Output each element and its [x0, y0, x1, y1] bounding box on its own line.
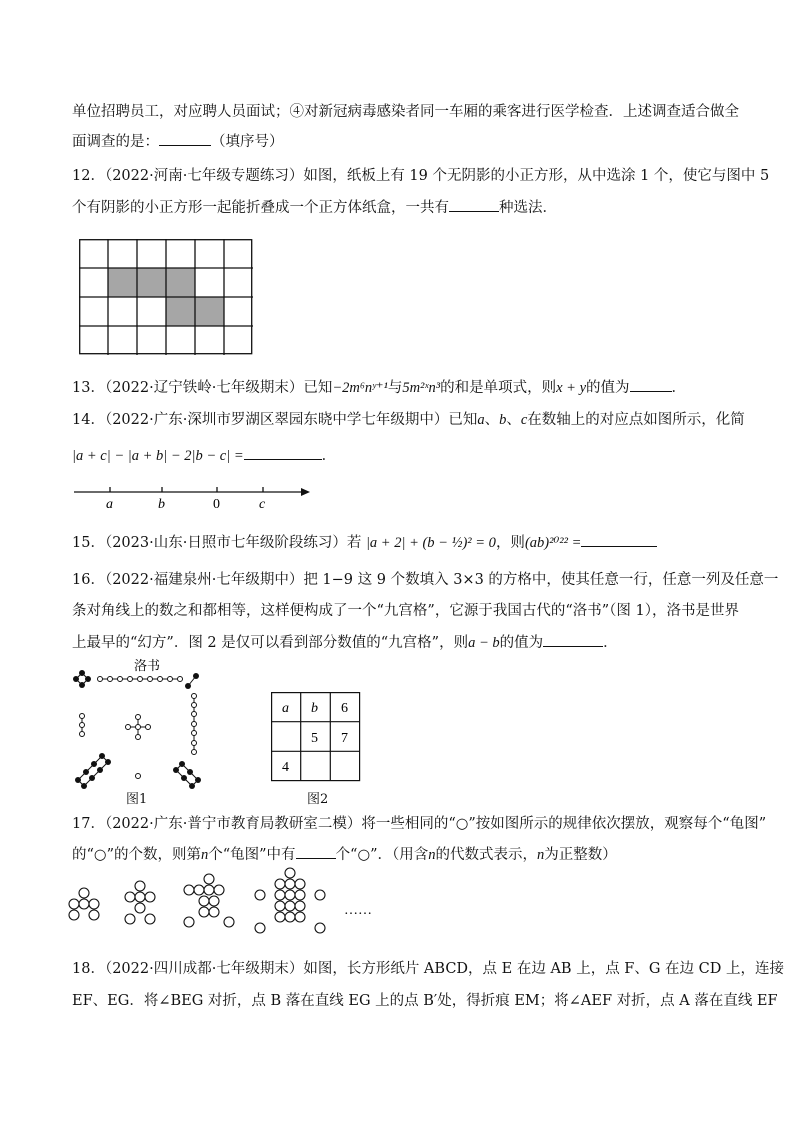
magic-square-figure [271, 692, 361, 782]
fig1-label: 图1 [126, 792, 148, 807]
q18-line1: 18．（2022·四川成都·七年级期末）如图，长方形纸片 ABCD，点 E 在边 AB 上，点 F、G 在边 CD 上，连接 [72, 961, 784, 977]
answer-blank[interactable] [543, 632, 603, 647]
q15-line: 15．（2023·山东·日照市七年级阶段练习）若 |a + 2| + (b − ½)² = 0，则(ab)²⁰²² = [72, 532, 657, 553]
q11-line1: 单位招聘员工，对应聘人员面试；④对新冠病毒感染者同一车厢的乘客进行医学检查．上述调查适合做全 [72, 104, 739, 120]
cell-b: b [311, 701, 318, 716]
answer-blank[interactable] [244, 445, 322, 460]
answer-blank[interactable] [296, 844, 336, 859]
axis-label-c: c [259, 497, 266, 512]
axis-label-b: b [158, 497, 165, 512]
luoshu-figure [70, 656, 220, 801]
answer-blank[interactable] [159, 131, 211, 146]
q11-line2: 面调查的是： （填序号） [72, 131, 284, 152]
q14-line1: 14．（2022·广东·深圳市罗湖区翠园东晓中学七年级期中）已知a、b、c在数轴上的对应点如图所示，化简 [72, 412, 745, 428]
ellipsis: …… [344, 903, 372, 918]
q16-line3: 上最早的“幻方”．图 2 是仅可以看到部分数值的“九宫格”，则a − b的值为 ． [72, 632, 618, 653]
turtle-figure-1 [69, 888, 99, 920]
answer-blank[interactable] [581, 532, 657, 547]
turtle-figure-3 [184, 874, 234, 927]
q18-line2: EF、EG．将∠BEG 对折，点 B 落在直线 EG 上的点 B′处，得折痕 EM；将∠AEF 对折，点 A 落在直线 EF [72, 993, 778, 1009]
axis-label-0: 0 [213, 497, 220, 512]
turtle-figure-4 [255, 868, 325, 933]
cell-a: a [282, 701, 289, 716]
q14-line2: |a + c| − |a + b| − 2|b − c| = ． [72, 445, 336, 466]
cell-4: 4 [282, 760, 289, 775]
answer-blank[interactable] [630, 377, 672, 392]
fig2-label: 图2 [307, 792, 329, 807]
q12-line1: 12．（2022·河南·七年级专题练习）如图，纸板上有 19 个无阴影的小正方形，从中选涂 1 个，使它与图中 5 [72, 168, 770, 184]
turtle-figures [66, 866, 396, 946]
q12-grid-figure [79, 239, 253, 355]
cell-6: 6 [341, 701, 348, 716]
q16-line2: 条对角线上的数之和都相等，这样便构成了一个“九宫格”，它源于我国古代的“洛书”（图 1），洛书是世界 [72, 603, 739, 619]
q13-line: 13．（2022·辽宁铁岭·七年级期末）已知−2m⁶nʸ⁺¹与5m²ˣn³的和是单项式，则x + y的值为 ． [72, 377, 686, 398]
turtle-figure-2 [125, 881, 155, 924]
number-line [72, 480, 312, 512]
axis-label-a: a [106, 497, 113, 512]
q12-line2: 个有阴影的小正方形一起能折叠成一个正方体纸盒，一共有 种选法． [72, 197, 557, 218]
q16-line1: 16．（2022·福建泉州·七年级期中）把 1−9 这 9 个数填入 3×3 的方格中，使其任意一行，任意一列及任意一 [72, 572, 779, 588]
q17-line2: 的“○”的个数，则第n个“龟图”中有 个“○”．（用含n的代数式表示，n为正整数） [72, 844, 617, 865]
luoshu-title: 洛书 [134, 659, 161, 674]
q17-line1: 17．（2022·广东·普宁市教育局教研室二模）将一些相同的“○”按如图所示的规律依次摆放，观察每个“龟图” [72, 816, 767, 832]
cell-5: 5 [311, 731, 318, 746]
answer-blank[interactable] [449, 197, 499, 212]
cell-7: 7 [341, 731, 348, 746]
